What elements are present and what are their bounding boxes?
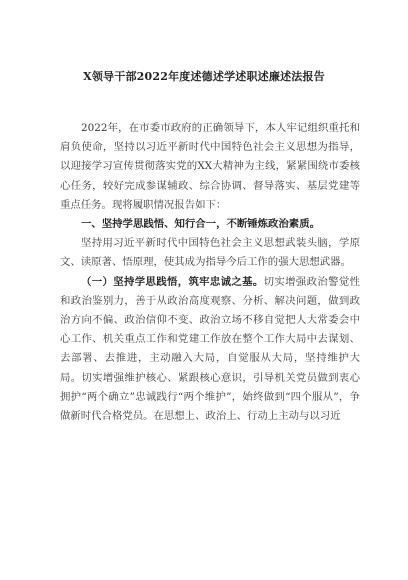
subsection-heading: （一）坚持学思践悟，筑牢忠诚之基。: [81, 275, 264, 288]
document-title: X领导干部2022年度述德述学述职述廉述法报告: [83, 70, 325, 83]
document-body: [60, 119, 360, 426]
subsection-text: 切实增强政治警觉性和政治鉴别力，善于从政治高度观察、分析、解决问题，做到政治方向不偏、政治信仰不变、政治立场不移自觉把人大常委会中心工作、机关重点工作和党建工作放在整个工作大局中去谋划、去部署、去推进，主动融入大局，自觉服从大局，坚持维护大局。切实增强维护核心、紧跟核心意识，引导机关党员做到衷心拥护“两个确立”忠诚践行“两个维护”，始终做到“四个服从”，争做新时代合格党员。在思想上、政治上、行动上主动与以习近: [60, 275, 361, 423]
section-heading: 一、坚持学思践悟、知行合一，不断锤炼政治素质。: [81, 218, 320, 231]
intro-paragraph: 2022年，在市委市政府的正确领导下，本人牢记组织重托和肩负使命，坚持以习近平新时代中国特色社会主义思想为指导，以迎接学习宣传贯彻落实党的XX大精神为主线，紧紧围绕市委核心任务，较好完成参谋辅政、综合协调、督导落实、基层党建等重点任务。现将履职情况报告如下：: [60, 122, 360, 211]
subsection-paragraph: [60, 273, 360, 427]
section-paragraph: 坚持用习近平新时代中国特色社会主义思想武装头脑，学原文、读原著、悟原理，使其成为指导今后工作的强大思想武器。: [60, 237, 360, 269]
